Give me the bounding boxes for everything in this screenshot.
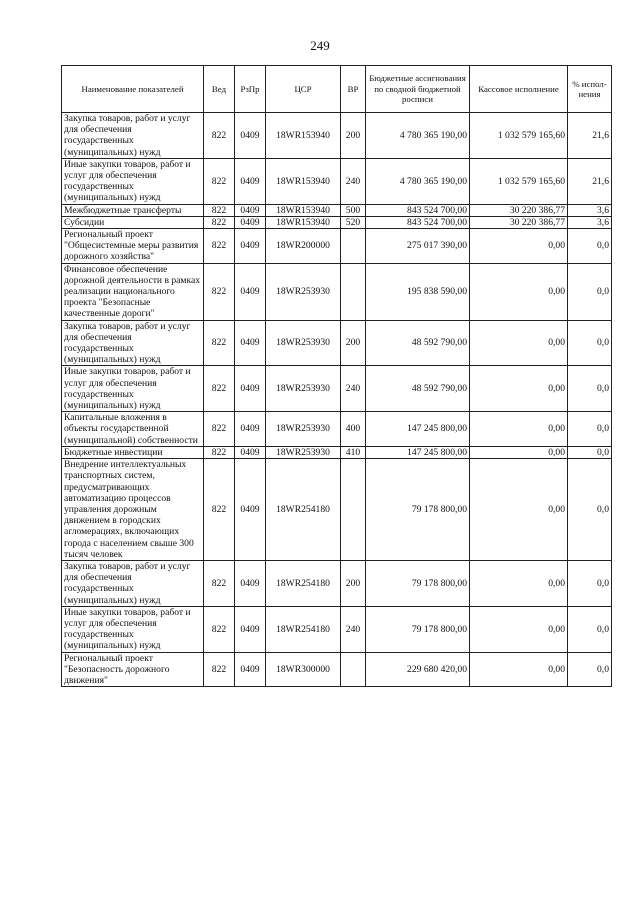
table-row — [62, 216, 612, 228]
row-percent: 3,6 — [568, 216, 612, 228]
row-percent: 0,0 — [568, 459, 612, 561]
header-rzpr: РзПр — [235, 66, 266, 113]
row-csr: 18WR254180 — [266, 606, 341, 652]
row-name: Межбюджетные трансферты — [62, 204, 204, 216]
header-cash-execution: Кассовое исполнение — [470, 66, 568, 113]
row-vr: 410 — [341, 446, 366, 458]
row-ved: 822 — [204, 263, 235, 320]
row-vr — [341, 263, 366, 320]
row-vr: 200 — [341, 320, 366, 366]
header-vr: ВР — [341, 66, 366, 113]
row-ved: 822 — [204, 320, 235, 366]
row-name: Иные закупки товаров, работ и услуг для обеспечения государственных (муниципальных) нужд — [62, 366, 204, 412]
row-name: Региональный проект "Безопасность дорожного движения" — [62, 652, 204, 687]
row-name: Иные закупки товаров, работ и услуг для обеспечения государственных (муниципальных) нужд — [62, 606, 204, 652]
row-csr: 18WR153940 — [266, 113, 341, 159]
row-csr: 18WR253930 — [266, 446, 341, 458]
row-cash: 30 220 386,77 — [470, 216, 568, 228]
row-ved: 822 — [204, 412, 235, 447]
row-csr: 18WR153940 — [266, 204, 341, 216]
row-ved: 822 — [204, 158, 235, 204]
row-cash: 0,00 — [470, 560, 568, 606]
row-vr: 200 — [341, 113, 366, 159]
row-percent: 21,6 — [568, 158, 612, 204]
table-row — [62, 652, 612, 687]
header-csr: ЦСР — [266, 66, 341, 113]
row-vr: 400 — [341, 412, 366, 447]
row-csr: 18WR153940 — [266, 158, 341, 204]
page-number: 249 — [310, 38, 330, 53]
row-name: Региональный проект "Общесистемные меры развития дорожного хозяйства" — [62, 229, 204, 264]
row-ved: 822 — [204, 560, 235, 606]
header-ved: Вед — [204, 66, 235, 113]
row-csr: 18WR254180 — [266, 560, 341, 606]
row-cash: 0,00 — [470, 263, 568, 320]
row-vr: 520 — [341, 216, 366, 228]
row-cash: 30 220 386,77 — [470, 204, 568, 216]
row-ved: 822 — [204, 113, 235, 159]
row-name: Закупка товаров, работ и услуг для обеспечения государственных (муниципальных) нужд — [62, 113, 204, 159]
row-cash: 0,00 — [470, 652, 568, 687]
row-name: Субсидии — [62, 216, 204, 228]
table-row — [62, 459, 612, 561]
row-cash: 0,00 — [470, 320, 568, 366]
row-assignments: 195 838 590,00 — [366, 263, 470, 320]
row-rzpr: 0409 — [235, 113, 266, 159]
row-csr: 18WR153940 — [266, 216, 341, 228]
row-csr: 18WR253930 — [266, 366, 341, 412]
row-assignments: 147 245 800,00 — [366, 412, 470, 447]
row-cash: 1 032 579 165,60 — [470, 113, 568, 159]
row-csr: 18WR200000 — [266, 229, 341, 264]
row-percent: 0,0 — [568, 320, 612, 366]
header-name: Наименование показателей — [62, 66, 204, 113]
row-assignments: 48 592 790,00 — [366, 320, 470, 366]
row-ved: 822 — [204, 652, 235, 687]
row-name: Капитальные вложения в объекты государственной (муниципальной) собственности — [62, 412, 204, 447]
row-rzpr: 0409 — [235, 459, 266, 561]
header-row — [62, 66, 612, 113]
row-vr: 500 — [341, 204, 366, 216]
row-ved: 822 — [204, 606, 235, 652]
row-cash: 0,00 — [470, 606, 568, 652]
row-cash: 0,00 — [470, 412, 568, 447]
row-assignments: 4 780 365 190,00 — [366, 158, 470, 204]
row-assignments: 79 178 800,00 — [366, 459, 470, 561]
row-cash: 1 032 579 165,60 — [470, 158, 568, 204]
row-cash: 0,00 — [470, 366, 568, 412]
row-assignments: 843 524 700,00 — [366, 204, 470, 216]
row-assignments: 79 178 800,00 — [366, 606, 470, 652]
row-csr: 18WR300000 — [266, 652, 341, 687]
table-row — [62, 263, 612, 320]
row-rzpr: 0409 — [235, 216, 266, 228]
row-rzpr: 0409 — [235, 229, 266, 264]
table-row — [62, 606, 612, 652]
row-assignments: 229 680 420,00 — [366, 652, 470, 687]
header-execution-percent: % испол- нения — [568, 66, 612, 113]
row-rzpr: 0409 — [235, 446, 266, 458]
row-ved: 822 — [204, 216, 235, 228]
row-rzpr: 0409 — [235, 560, 266, 606]
row-name: Закупка товаров, работ и услуг для обеспечения государственных (муниципальных) нужд — [62, 320, 204, 366]
row-csr: 18WR253930 — [266, 320, 341, 366]
row-rzpr: 0409 — [235, 652, 266, 687]
row-ved: 822 — [204, 459, 235, 561]
row-vr: 240 — [341, 366, 366, 412]
row-csr: 18WR254180 — [266, 459, 341, 561]
table-row — [62, 320, 612, 366]
row-cash: 0,00 — [470, 459, 568, 561]
row-rzpr: 0409 — [235, 366, 266, 412]
row-name: Внедрение интеллектуальных транспортных систем, предусматривающих автоматизацию процессов управления дорожным движением в городских агломерациях, включающих города с населением свыше 300 тысяч человек — [62, 459, 204, 561]
row-cash: 0,00 — [470, 229, 568, 264]
row-name: Закупка товаров, работ и услуг для обеспечения государственных (муниципальных) нужд — [62, 560, 204, 606]
row-cash: 0,00 — [470, 446, 568, 458]
row-ved: 822 — [204, 446, 235, 458]
row-csr: 18WR253930 — [266, 263, 341, 320]
row-percent: 0,0 — [568, 652, 612, 687]
row-rzpr: 0409 — [235, 204, 266, 216]
row-rzpr: 0409 — [235, 263, 266, 320]
table-row — [62, 229, 612, 264]
row-assignments: 79 178 800,00 — [366, 560, 470, 606]
row-vr: 240 — [341, 158, 366, 204]
row-rzpr: 0409 — [235, 158, 266, 204]
table-row — [62, 366, 612, 412]
row-percent: 0,0 — [568, 606, 612, 652]
row-assignments: 147 245 800,00 — [366, 446, 470, 458]
row-assignments: 4 780 365 190,00 — [366, 113, 470, 159]
row-ved: 822 — [204, 366, 235, 412]
row-percent: 21,6 — [568, 113, 612, 159]
row-ved: 822 — [204, 229, 235, 264]
row-percent: 0,0 — [568, 412, 612, 447]
table-row — [62, 158, 612, 204]
row-rzpr: 0409 — [235, 412, 266, 447]
row-assignments: 275 017 390,00 — [366, 229, 470, 264]
row-assignments: 843 524 700,00 — [366, 216, 470, 228]
table-row — [62, 446, 612, 458]
row-rzpr: 0409 — [235, 320, 266, 366]
row-percent: 0,0 — [568, 229, 612, 264]
table-row — [62, 560, 612, 606]
row-vr: 240 — [341, 606, 366, 652]
row-percent: 0,0 — [568, 366, 612, 412]
row-vr — [341, 652, 366, 687]
row-name: Финансовое обеспечение дорожной деятельности в рамках реализации национального проекта "Безопасные качественные дороги" — [62, 263, 204, 320]
row-vr — [341, 459, 366, 561]
budget-table — [61, 65, 612, 687]
row-rzpr: 0409 — [235, 606, 266, 652]
header-assignments: Бюджетные ассигнования по сводной бюджетной росписи — [366, 66, 470, 113]
row-assignments: 48 592 790,00 — [366, 366, 470, 412]
table-row — [62, 204, 612, 216]
row-name: Иные закупки товаров, работ и услуг для обеспечения государственных (муниципальных) нужд — [62, 158, 204, 204]
row-percent: 0,0 — [568, 560, 612, 606]
row-percent: 0,0 — [568, 446, 612, 458]
table-row — [62, 113, 612, 159]
row-vr: 200 — [341, 560, 366, 606]
row-name: Бюджетные инвестиции — [62, 446, 204, 458]
row-vr — [341, 229, 366, 264]
table-row — [62, 412, 612, 447]
row-percent: 0,0 — [568, 263, 612, 320]
row-csr: 18WR253930 — [266, 412, 341, 447]
row-ved: 822 — [204, 204, 235, 216]
row-percent: 3,6 — [568, 204, 612, 216]
